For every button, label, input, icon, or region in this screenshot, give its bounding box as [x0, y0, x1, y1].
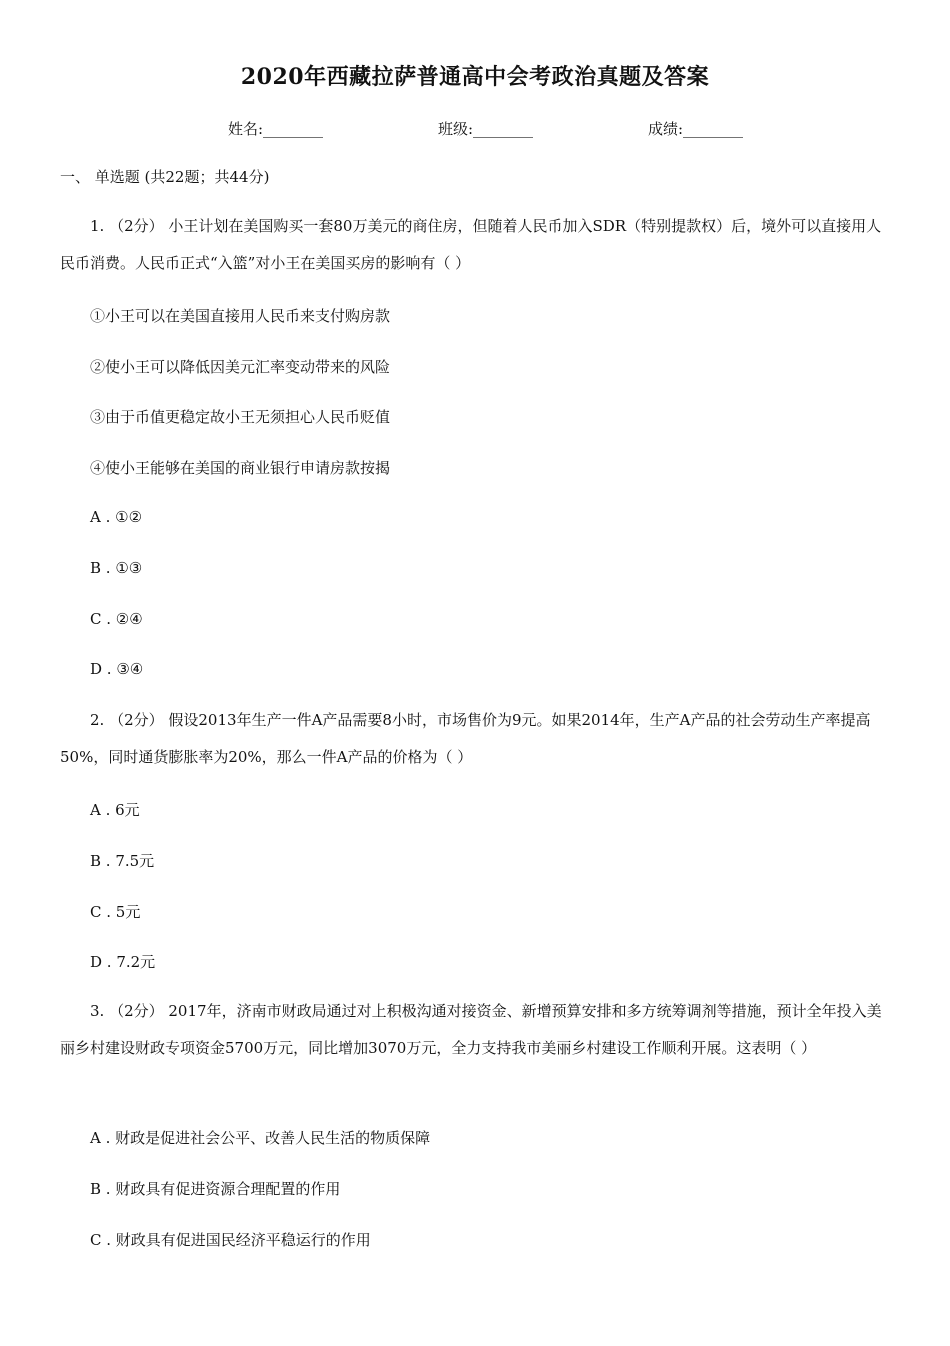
question-1-option-a: A . ①② [90, 508, 143, 526]
question-3-option-a: A . 财政是促进社会公平、改善人民生活的物质保障 [90, 1129, 431, 1147]
page-title: 2020年西藏拉萨普通高中会考政治真题及答案 [240, 64, 710, 90]
question-1-statement-2: ②使小王可以降低因美元汇率变动带来的风险 [90, 358, 391, 376]
question-1-option-d: D . ③④ [90, 660, 144, 678]
question-2-option-d: D . 7.2元 [90, 953, 156, 971]
student-info-row [0, 118, 950, 142]
question-1-statement-1: ①小王可以在美国直接用人民币来支付购房款 [90, 307, 391, 325]
question-1-option-c: C . ②④ [90, 610, 143, 628]
question-2-stem: 2. （2分） 假设2013年生产一件A产品需要8小时，市场售价为9元。如果2014年，生产A产品的社会劳动生产率提高50%，同时通货膨胀率为20%，那么一件A产品的价格为（ ） [60, 711, 871, 766]
question-3-option-c: C . 财政具有促进国民经济平稳运行的作用 [90, 1231, 371, 1249]
question-1-statement-4: ④使小王能够在美国的商业银行申请房款按揭 [90, 459, 391, 477]
class-field: 班级:________ [438, 120, 534, 138]
question-3-stem: 3. （2分） 2017年，济南市财政局通过对上积极沟通对接资金、新增预算安排和多方统筹调剂等措施，预计全年投入美丽乡村建设财政专项资金5700万元，同比增加3070万元，全力支持我市美丽乡村建设工作顺利开展。这表明（ ） [60, 1002, 882, 1057]
question-2-option-a: A . 6元 [90, 801, 140, 819]
question-1-option-b: B . ①③ [90, 559, 143, 577]
question-2-option-c: C . 5元 [90, 903, 141, 921]
score-field: 成绩:________ [648, 120, 744, 138]
question-2-option-b: B . 7.5元 [90, 852, 155, 870]
question-1-statement-3: ③由于币值更稳定故小王无须担心人民币贬值 [90, 408, 391, 426]
question-1-stem: 1. （2分） 小王计划在美国购买一套80万美元的商住房，但随着人民币加入SDR（特别提款权）后，境外可以直接用人民币消费。人民币正式“入篮”对小王在美国买房的影响有（ ） [60, 217, 882, 272]
question-3-option-b: B . 财政具有促进资源合理配置的作用 [90, 1180, 341, 1198]
section-heading: 一、 单选题 (共22题；共44分) [60, 168, 270, 186]
name-field: 姓名:________ [228, 120, 324, 138]
